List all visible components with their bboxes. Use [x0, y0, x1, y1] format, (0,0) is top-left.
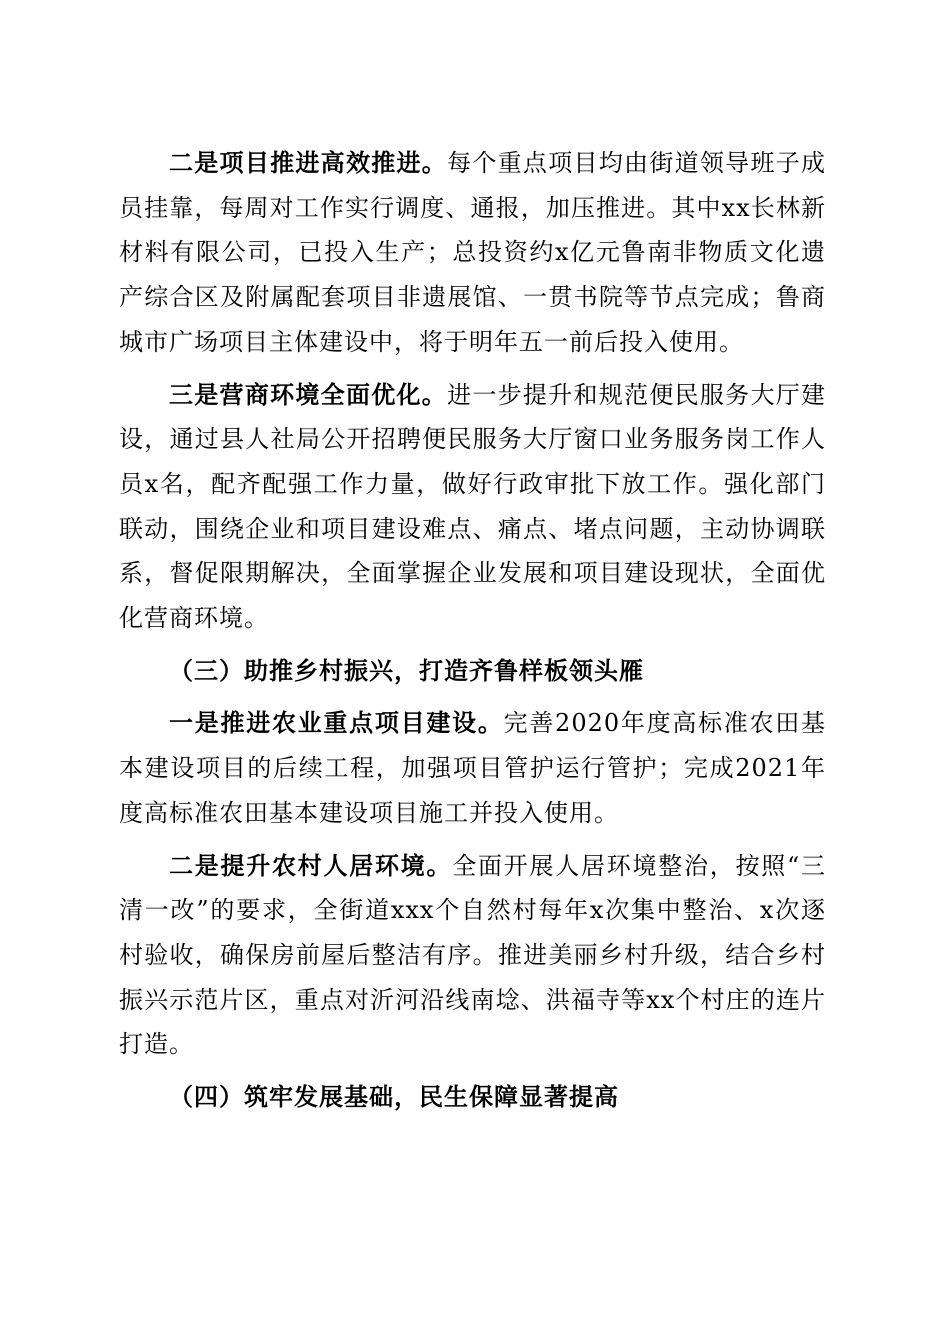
document-body: [119, 141, 826, 1120]
paragraph-agriculture-projects: [119, 701, 826, 835]
paragraph-lead: 三是营商环境全面优化。: [169, 379, 448, 409]
section-heading-development-foundation: [119, 1075, 826, 1120]
paragraph-business-environment: [119, 373, 826, 641]
paragraph-lead: 二是项目推进高效推进。: [169, 148, 448, 177]
section-heading-text: （四）筑牢发展基础，民生保障显著提高: [169, 1082, 619, 1112]
section-heading-text: （三）助推乡村振兴，打造齐鲁样板领头雁: [169, 655, 644, 685]
paragraph-body: 每个重点项目均由街道领导班子成员挂靠，每周对工作实行调度、通报，加压推进。其中xx长林新材料有限公司，已投入生产；总投资约x亿元鲁南非物质文化遗产综合区及附属配套项目非遗展馆、一贯书院等节点完成；鲁商城市广场项目主体建设中，将于明年五一前后投入使用。: [119, 149, 827, 356]
section-heading-rural-revitalization: [119, 649, 826, 694]
paragraph-body: 完善2020年度高标准农田基本建设项目的后续工程，加强项目管护运行管护；完成2021年度高标准农田基本建设项目施工并投入使用。: [119, 709, 827, 827]
paragraph-lead: 二是提升农村人居环境。: [169, 850, 453, 880]
paragraph-body: 进一步提升和规范便民服务大厅建设，通过县人社局公开招聘便民服务大厅窗口业务服务岗工作人员x名，配齐配强工作力量，做好行政审批下放工作。强化部门联动，围绕企业和项目建设难点、痛点、堵点问题，主动协调联系，督促限期解决，全面掌握企业发展和项目建设现状，全面优化营商环境。: [119, 380, 827, 633]
paragraph-body: 全面开展人居环境整治，按照“三清一改”的要求，全街道xxx个自然村每年x次集中整治、x次逐村验收，确保房前屋后整洁有序。推进美丽乡村升级，结合乡村振兴示范片区，重点对沂河沿线南埝、洪福寺等xx个村庄的连片打造。: [119, 851, 827, 1059]
paragraph-lead: 一是推进农业重点项目建设。: [169, 708, 504, 738]
paragraph-project-progress: [119, 141, 826, 365]
paragraph-living-environment: [119, 844, 826, 1068]
